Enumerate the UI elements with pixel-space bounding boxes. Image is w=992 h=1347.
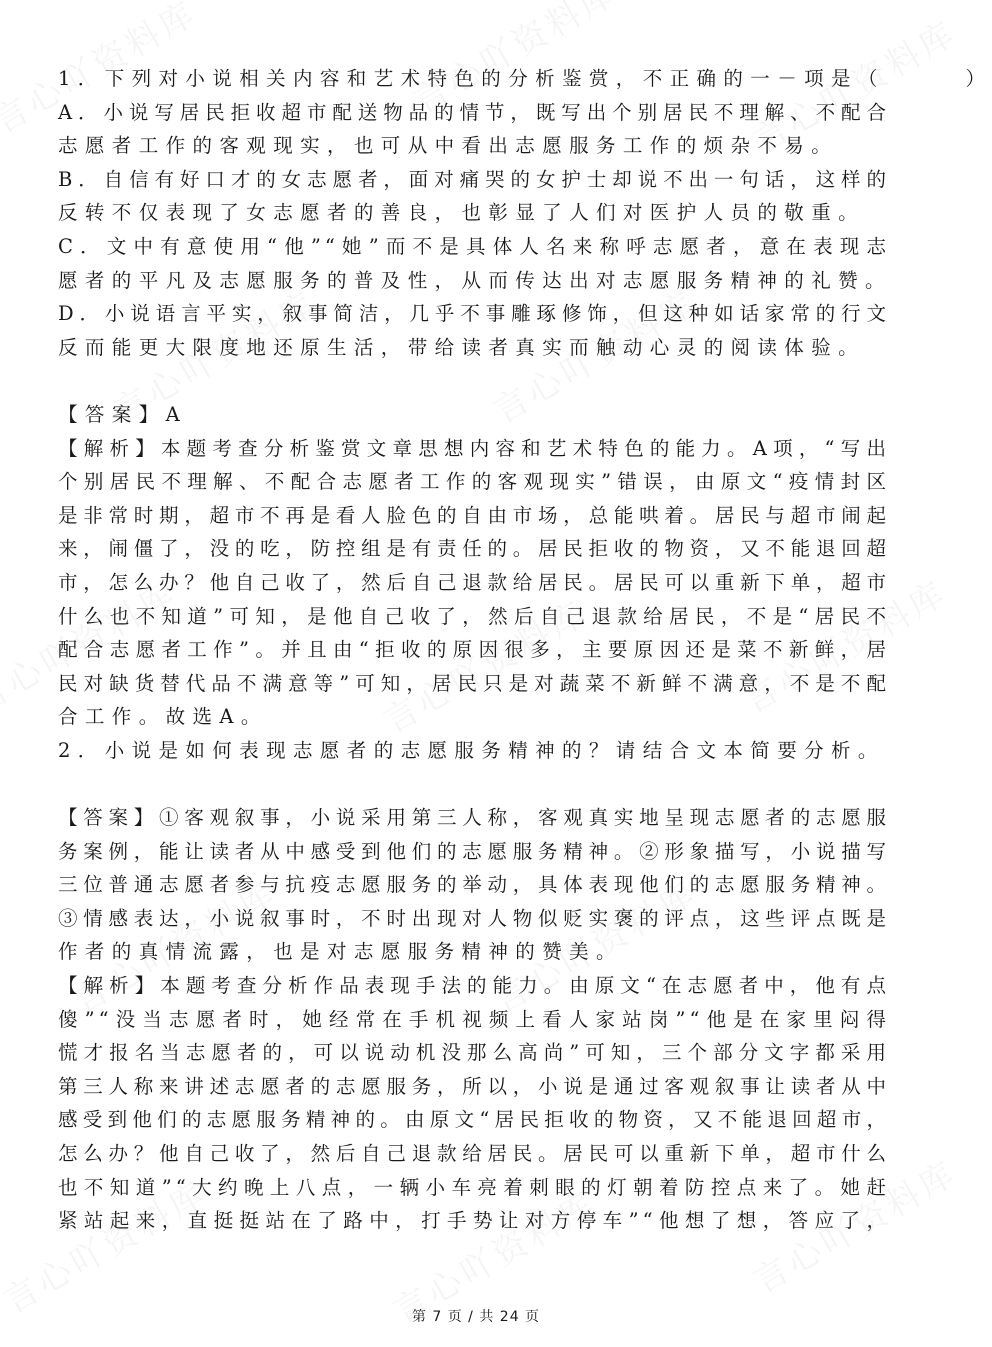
question-1-analysis-line: 【解析】本题考查分析鉴赏文章思想内容和艺术特色的能力。A项，“写出: [58, 436, 890, 460]
option-a-line: 志愿者工作的客观现实，也可从中看出志愿服务工作的烦杂不易。: [58, 134, 839, 158]
question-1-analysis-line: 个别居民不理解、不配合志愿者工作的客观现实”错误，由原文“疫情封区: [58, 470, 890, 494]
question-2-stem: 2．小说是如何表现志愿者的志愿服务精神的？请结合文本简要分析。: [58, 738, 885, 762]
question-1-analysis-line: 合工作。故选A。: [58, 705, 268, 729]
question-2-answer-line: 作者的真情流露，也是对志愿服务精神的赞美。: [58, 940, 623, 964]
option-b-line: B．自信有好口才的女志愿者，面对痛哭的女护士却说不出一句话，这样的: [58, 167, 890, 191]
question-2-answer-line: ③情感表达，小说叙事时，不时出现对人物似贬实褒的评点，这些评点既是: [58, 906, 890, 930]
question-1-analysis-line: 市，怎么办？他自己收了，然后自己退款给居民。居民可以重新下单，超市: [58, 570, 890, 594]
question-2-answer-line: 【答案】①客观叙事，小说采用第三人称，客观真实地呈现志愿者的志愿服: [58, 806, 890, 830]
question-1-analysis-line: 民对缺货替代品不满意等”可知，居民只是对蔬菜不新鲜不满意，不是不配: [58, 671, 890, 695]
question-2-analysis-line: 【解析】本题考查分析作品表现手法的能力。由原文“在志愿者中，他有点: [58, 974, 890, 998]
question-2: [58, 734, 890, 1238]
question-2-analysis-line: 也不知道”“大约晚上八点，一辆小车亮着刺眼的灯朝着防控点来了。她赶: [58, 1175, 890, 1199]
question-1-analysis-line: 来，闹僵了，没的吃，防控组是有责任的。居民拒收的物资，又不能退回超: [58, 537, 890, 561]
page-footer: 第 7 页 / 共 24 页: [411, 1309, 541, 1325]
question-1-analysis-line: 什么也不知道”可知，是他自己收了，然后自己退款给居民，不是“居民不: [58, 604, 890, 628]
option-b-line: 反转不仅表现了女志愿者的善良，也彰显了人们对医护人员的敬重。: [58, 201, 866, 225]
question-1-answer: 【答案】A: [58, 402, 188, 426]
question-2-analysis-line: 傻”“没当志愿者时，她经常在手机视频上看人家站岗”“他是在家里闷得: [58, 1007, 890, 1031]
document-page: [58, 62, 992, 1238]
question-2-analysis-line: 感受到他们的志愿服务精神的。由原文“居民拒收的物资，又不能退回超市，: [58, 1108, 890, 1132]
question-1-analysis-line: 是非常时期，超市不再是看人脸色的自由市场，总能哄着。居民与超市闹起: [58, 503, 890, 527]
question-2-answer-line: 务案例，能让读者从中感受到他们的志愿服务精神。②形象描写，小说描写: [58, 839, 890, 863]
question-2-analysis-line: 第三人称来讲述志愿者的志愿服务，所以，小说是通过客观叙事让读者从中: [58, 1074, 890, 1098]
option-d-line: 反而能更大限度地还原生活，带给读者真实而触动心灵的阅读体验。: [58, 335, 866, 359]
option-a-line: A．小说写居民拒收超市配送物品的情节，既写出个别居民不理解、不配合: [58, 100, 890, 124]
question-2-analysis-line: 慌才报名当志愿者的，可以说动机没那么高尚”可知，三个部分文字都采用: [58, 1041, 890, 1065]
option-c-line: C．文中有意使用“他”“她”而不是具体人名来称呼志愿者，意在表现志: [58, 234, 890, 258]
question-1-stem: 1．下列对小说相关内容和艺术特色的分析鉴赏，不正确的一－项是（ ）: [58, 67, 992, 90]
question-1-analysis-line: 配合志愿者工作”。并且由“拒收的原因很多，主要原因还是菜不新鲜，居: [58, 638, 890, 662]
question-2-analysis-line: 怎么办？他自己收了，然后自己退款给居民。居民可以重新下单，超市什么: [58, 1142, 890, 1165]
question-1: [58, 62, 992, 734]
question-2-answer-line: 三位普通志愿者参与抗疫志愿服务的举动，具体表现他们的志愿服务精神。: [58, 873, 890, 897]
option-d-line: D．小说语言平实，叙事简洁，几乎不事雕琢修饰，但这种如话家常的行文: [58, 302, 890, 326]
option-c-line: 愿者的平凡及志愿服务的普及性，从而传达出对志愿服务精神的礼赞。: [58, 268, 892, 292]
question-2-analysis-line: 紧站起来，直挺挺站在了路中，打手势让对方停车”“他想了想，答应了，: [58, 1209, 890, 1233]
